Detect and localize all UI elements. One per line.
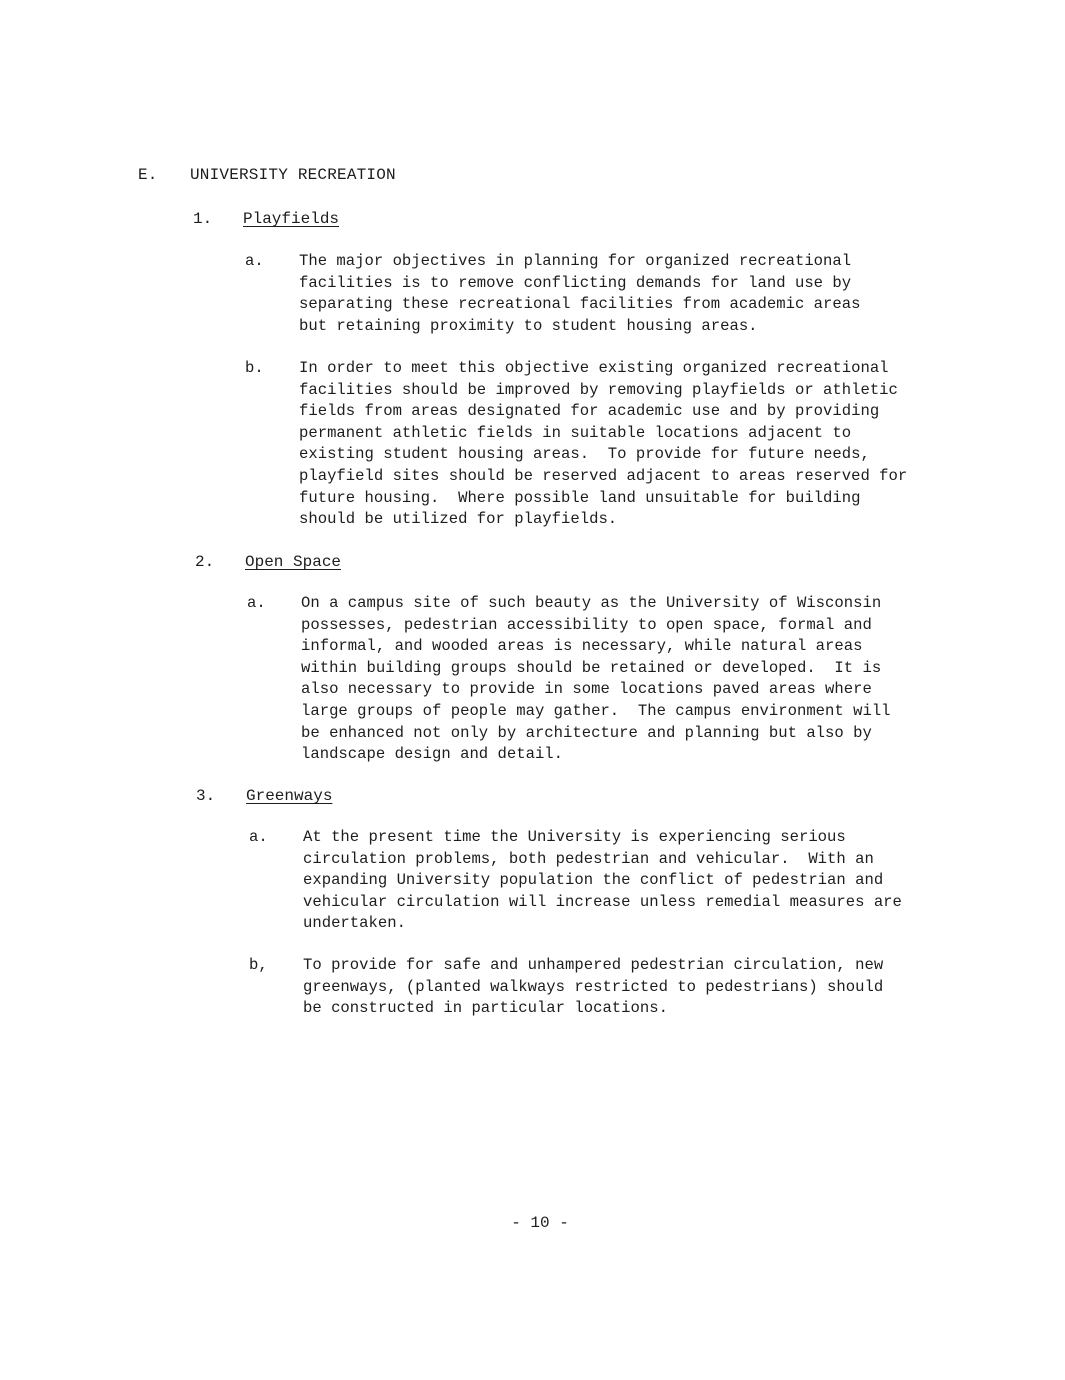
subsection-title: Open Space bbox=[245, 553, 342, 571]
item-text: In order to meet this objective existing organized recreational facilities should be improved by removing playfields or athletic fields from areas designated for academic use and by providing permanent athletic fields in suitable locations adjacent to existing student housing areas. To provide for future needs, playfield sites should be reserved adjacent to areas reserved for future housing. Where possible land unsuitable for building should be utilized for playfields. bbox=[299, 359, 908, 529]
subsection-title: Playfields bbox=[243, 210, 340, 228]
item-text: On a campus site of such beauty as the University of Wisconsin possesses, pedestrian accessibility to open space, formal and informal, and wooded areas is necessary, while natural areas within building groups should be retained or developed. It is also necessary to provide in some locations paved areas where large groups of people may gather. The campus environment will be enhanced not only by architecture and planning but also by landscape design and detail. bbox=[301, 594, 891, 764]
subsection-title: Greenways bbox=[246, 787, 333, 805]
section-title: UNIVERSITY RECREATION bbox=[190, 166, 396, 184]
subsection-number: 1. bbox=[193, 210, 213, 228]
item-text: At the present time the University is experiencing serious circulation problems, both pedestrian and vehicular. With an expanding University population the conflict of pedestrian and vehicular circulation will increase unless remedial measures are undertaken. bbox=[303, 828, 902, 933]
subsection-number: 2. bbox=[195, 553, 215, 571]
item-marker: a. bbox=[249, 828, 268, 846]
item-marker: b. bbox=[245, 359, 264, 377]
subsection-number: 3. bbox=[196, 787, 216, 805]
section-letter: E. bbox=[138, 166, 158, 184]
subsection-heading-greenways bbox=[196, 787, 332, 805]
item-marker: a. bbox=[245, 252, 264, 270]
page-number: - 10 - bbox=[511, 1214, 569, 1232]
item-text: The major objectives in planning for organized recreational facilities is to remove conflicting demands for land use by separating these recreational facilities from academic areas but retaining proximity to student housing areas. bbox=[299, 252, 861, 335]
section-heading bbox=[138, 166, 396, 184]
item-text: To provide for safe and unhampered pedestrian circulation, new greenways, (planted walkways restricted to pedestrians) should be constructed in particular locations. bbox=[303, 956, 884, 1018]
item-marker: b, bbox=[249, 956, 268, 974]
item-marker: a. bbox=[247, 594, 266, 612]
subsection-heading-playfields bbox=[193, 210, 339, 228]
subsection-heading-open-space bbox=[195, 553, 341, 571]
